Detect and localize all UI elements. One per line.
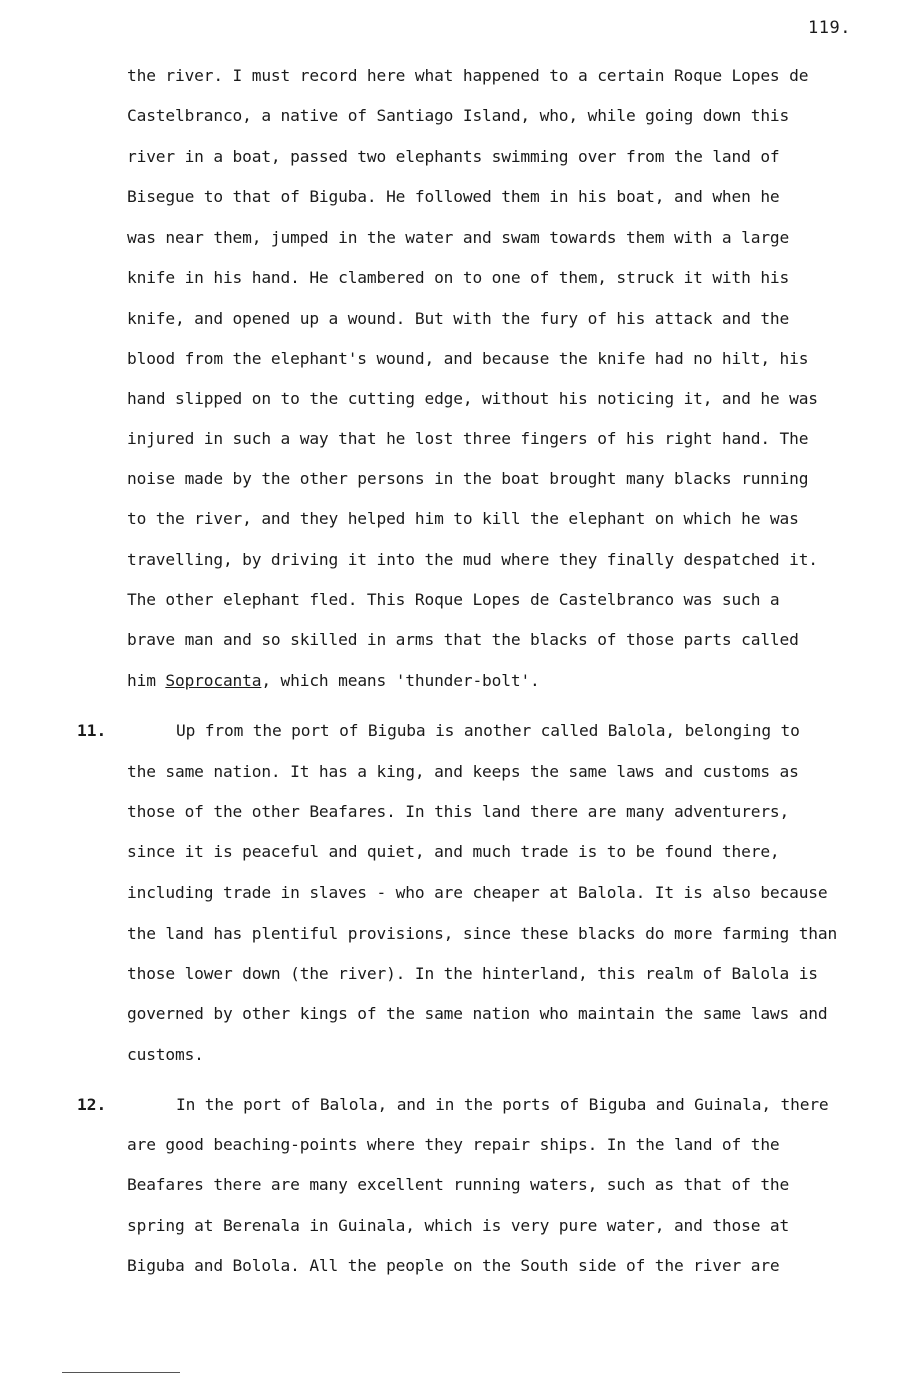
text-line: Up from the port of Biguba is another called Balola, belonging to [176,721,800,740]
text-line: Castelbranco, a native of Santiago Island, who, while going down this [127,106,790,125]
underlined-term: Soprocanta [165,671,262,690]
text-line: customs. [127,1045,204,1064]
text-line: In the port of Balola, and in the ports of Biguba and Guinala, there [176,1095,829,1114]
text-line: those of the other Beafares. In this land there are many adventurers, [127,802,790,821]
text-line: brave man and so skilled in arms that the blacks of those parts called [127,630,799,649]
text-line: knife in his hand. He clambered on to one of them, struck it with his [127,268,790,287]
text-line: the river. I must record here what happened to a certain Roque Lopes de [127,66,809,85]
text-line: was near them, jumped in the water and swam towards them with a large [127,228,790,247]
text-line: river in a boat, passed two elephants swimming over from the land of [127,147,780,166]
footer-rule [62,1372,180,1373]
text-line: to the river, and they helped him to kill the elephant on which he was [127,509,799,528]
text-line: travelling, by driving it into the mud where they finally despatched it. [127,550,818,569]
text-line: Bisegue to that of Biguba. He followed them in his boat, and when he [127,187,780,206]
text-line: are good beaching-points where they repair ships. In the land of the [127,1135,780,1154]
paragraph-number: 12. [77,1095,107,1114]
page-number: 119. [808,18,851,38]
text-line: knife, and opened up a wound. But with the fury of his attack and the [127,309,790,328]
text-fragment: him [127,671,166,690]
text-line: blood from the elephant's wound, and because the knife had no hilt, his [127,349,809,368]
text-line: hand slipped on to the cutting edge, without his noticing it, and he was [127,389,818,408]
text-fragment: , which means 'thunder-bolt'. [261,671,540,690]
text-line: the same nation. It has a king, and keeps the same laws and customs as [127,762,799,781]
text-line: governed by other kings of the same nation who maintain the same laws and [127,1004,828,1023]
text-line: injured in such a way that he lost three fingers of his right hand. The [127,429,809,448]
text-line: Biguba and Bolola. All the people on the South side of the river are [127,1256,780,1275]
text-line: including trade in slaves - who are cheaper at Balola. It is also because [127,883,828,902]
text-line-last [127,671,540,691]
text-line: the land has plentiful provisions, since these blacks do more farming than [127,924,838,943]
text-line: The other elephant fled. This Roque Lopes de Castelbranco was such a [127,590,780,609]
text-line: spring at Berenala in Guinala, which is very pure water, and those at [127,1216,790,1235]
text-line: those lower down (the river). In the hinterland, this realm of Balola is [127,964,818,983]
paragraph-number: 11. [77,721,107,740]
text-line: Beafares there are many excellent running waters, such as that of the [127,1175,790,1194]
text-line: noise made by the other persons in the boat brought many blacks running [127,469,809,488]
text-line: since it is peaceful and quiet, and much trade is to be found there, [127,842,780,861]
